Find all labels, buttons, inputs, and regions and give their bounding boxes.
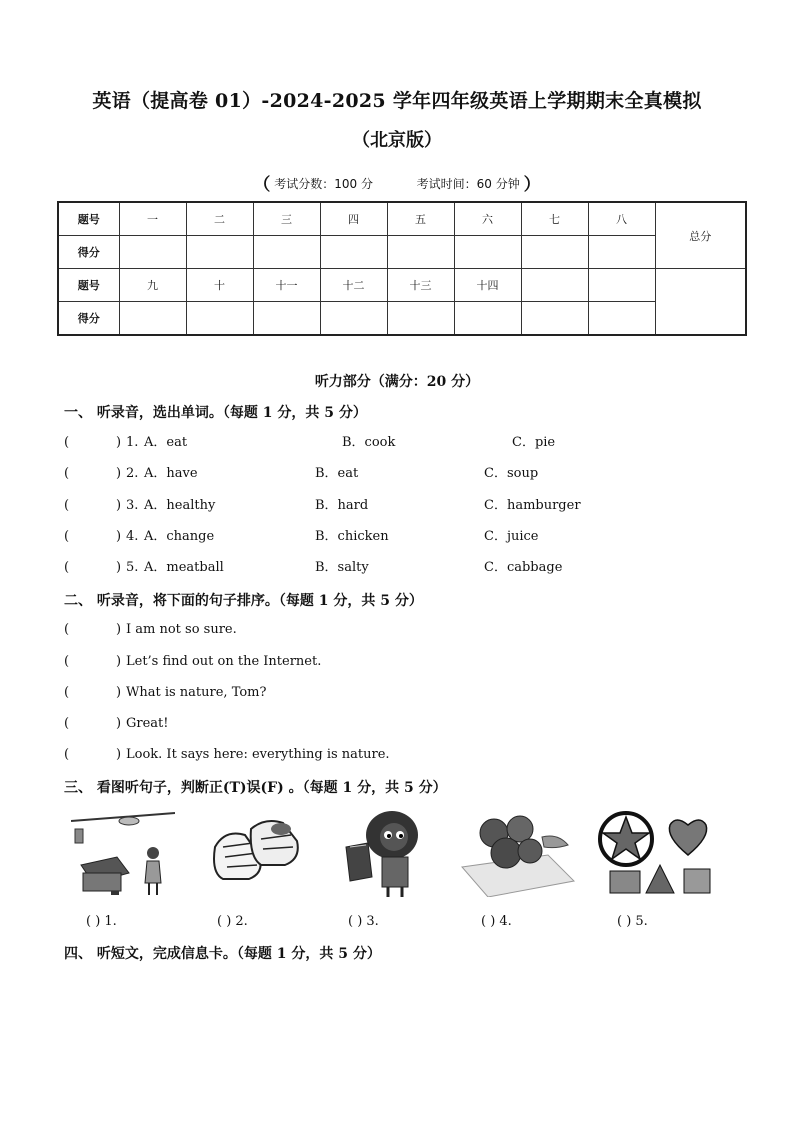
question-2-title: 二、 听录音，将下面的句子排序。（每题 1 分，共 5 分）: [64, 593, 423, 609]
table-cell: 三: [253, 202, 320, 236]
label-defen: 得分: [58, 302, 119, 336]
option-c: C．cabbage: [484, 560, 563, 575]
table-cell: 四: [320, 202, 387, 236]
exam-info: [0, 170, 794, 195]
meatballs-image: [458, 807, 576, 897]
table-row: [58, 236, 746, 269]
picture-row: [0, 807, 794, 907]
label-tihao: 题号: [58, 202, 119, 236]
table-cell: 十四: [454, 269, 521, 302]
table-cell: 八: [588, 202, 655, 236]
score-cell[interactable]: [521, 236, 588, 269]
table-row: [58, 302, 746, 336]
answer-paren-close: ): [116, 747, 122, 762]
table-cell: 六: [454, 202, 521, 236]
answer-paren-close: ): [116, 685, 122, 700]
answer-paren-open: (: [64, 498, 70, 513]
list-item: [64, 653, 664, 671]
item-number: 3.: [126, 498, 139, 513]
option-b: B．chicken: [315, 529, 389, 544]
answer-paren-close: ): [116, 435, 122, 450]
answer-paren-close: ): [116, 466, 122, 481]
score-cell[interactable]: [387, 236, 454, 269]
answer-paren-open: (: [64, 716, 70, 731]
table-cell: 九: [119, 269, 186, 302]
answer-paren-open: (: [64, 747, 70, 762]
option-b: B．eat: [315, 466, 359, 481]
option-c: C．pie: [512, 435, 556, 450]
table-cell: 一: [119, 202, 186, 236]
picture-answer-5: ( ) 5.: [617, 914, 648, 929]
list-item: [64, 715, 664, 733]
item-number: 5.: [126, 560, 139, 575]
answer-paren-close: ): [116, 622, 122, 637]
table-cell: 五: [387, 202, 454, 236]
score-info: 考试分数：100 分: [274, 177, 373, 191]
answer-paren-open: (: [64, 466, 70, 481]
list-item: [64, 684, 664, 702]
list-item: [64, 434, 664, 452]
list-item: [64, 528, 664, 546]
score-cell[interactable]: [119, 236, 186, 269]
score-cell[interactable]: [588, 302, 655, 336]
item-number: 4.: [126, 529, 139, 544]
table-cell: 十二: [320, 269, 387, 302]
score-table: [57, 201, 747, 336]
score-cell[interactable]: [454, 302, 521, 336]
option-a: A．meatball: [144, 560, 224, 575]
document-title: 英语（提高卷 01）-2024-2025 学年四年级英语上学期期末全真模拟: [92, 90, 702, 112]
option-a: A．healthy: [144, 498, 216, 513]
sentence-text: Look. It says here: everything is nature.: [126, 747, 390, 762]
score-cell[interactable]: [521, 302, 588, 336]
table-cell: 十: [186, 269, 253, 302]
score-cell[interactable]: [588, 236, 655, 269]
score-cell[interactable]: [387, 302, 454, 336]
option-c: C．hamburger: [484, 498, 581, 513]
option-c: C．soup: [484, 466, 539, 481]
option-c: C．juice: [484, 529, 539, 544]
option-a: A．eat: [144, 435, 188, 450]
sentence-text: What is nature, Tom?: [126, 685, 267, 700]
label-tihao: 题号: [58, 269, 119, 302]
option-a: A．change: [144, 529, 215, 544]
table-cell: 十一: [253, 269, 320, 302]
table-row: [58, 269, 746, 302]
option-b: B．cook: [342, 435, 396, 450]
label-defen: 得分: [58, 236, 119, 269]
listening-heading: 听力部分（满分：20 分）: [314, 374, 480, 390]
question-1-title: 一、 听录音，选出单词。（每题 1 分，共 5 分）: [64, 405, 367, 421]
total-score-cell[interactable]: [655, 269, 746, 336]
score-cell[interactable]: [454, 236, 521, 269]
info-open-bracket: （: [253, 175, 271, 195]
sentence-text: Great!: [126, 716, 169, 731]
time-info: 考试时间：60 分钟: [416, 177, 520, 191]
table-cell: [588, 269, 655, 302]
list-item: [64, 465, 664, 483]
info-close-bracket: ）: [523, 175, 541, 195]
child-clothes-image: [338, 807, 430, 899]
shoes-image: [205, 807, 305, 895]
answer-paren-close: ): [116, 654, 122, 669]
score-cell[interactable]: [186, 302, 253, 336]
table-cell: [521, 269, 588, 302]
answer-paren-open: (: [64, 622, 70, 637]
answer-paren-open: (: [64, 435, 70, 450]
picture-answer-1: ( ) 1.: [86, 914, 117, 929]
answer-paren-close: ): [116, 498, 122, 513]
total-label: 总分: [655, 202, 746, 269]
question-3-title: 三、 看图听句子，判断正(T)误(F) 。（每题 1 分，共 5 分）: [64, 780, 447, 796]
answer-paren-open: (: [64, 654, 70, 669]
sentence-text: Let’s find out on the Internet.: [126, 654, 322, 669]
score-cell[interactable]: [320, 302, 387, 336]
document-subtitle: （北京版）: [352, 130, 442, 151]
list-item: [64, 497, 664, 515]
score-cell[interactable]: [253, 302, 320, 336]
item-number: 2.: [126, 466, 139, 481]
score-cell[interactable]: [119, 302, 186, 336]
answer-paren-close: ): [116, 529, 122, 544]
table-cell: 十三: [387, 269, 454, 302]
picture-answer-3: ( ) 3.: [348, 914, 379, 929]
item-number: 1.: [126, 435, 139, 450]
option-b: B．hard: [315, 498, 369, 513]
question-4-title: 四、 听短文，完成信息卡。（每题 1 分，共 5 分）: [64, 946, 381, 962]
room-girl-image: [71, 807, 175, 899]
picture-answer-4: ( ) 4.: [481, 914, 512, 929]
table-cell: 七: [521, 202, 588, 236]
table-cell: 二: [186, 202, 253, 236]
picture-answer-2: ( ) 2.: [217, 914, 248, 929]
answer-paren-close: ): [116, 560, 122, 575]
answer-paren-open: (: [64, 529, 70, 544]
sentence-text: I am not so sure.: [126, 622, 237, 637]
list-item: [64, 621, 664, 639]
option-b: B．salty: [315, 560, 369, 575]
table-row: [58, 202, 746, 236]
shapes-image: [596, 807, 718, 899]
answer-paren-close: ): [116, 716, 122, 731]
score-cell[interactable]: [320, 236, 387, 269]
option-a: A．have: [144, 466, 198, 481]
list-item: [64, 746, 664, 764]
answer-paren-open: (: [64, 685, 70, 700]
score-cell[interactable]: [186, 236, 253, 269]
score-cell[interactable]: [253, 236, 320, 269]
answer-paren-open: (: [64, 560, 70, 575]
list-item: [64, 559, 664, 577]
